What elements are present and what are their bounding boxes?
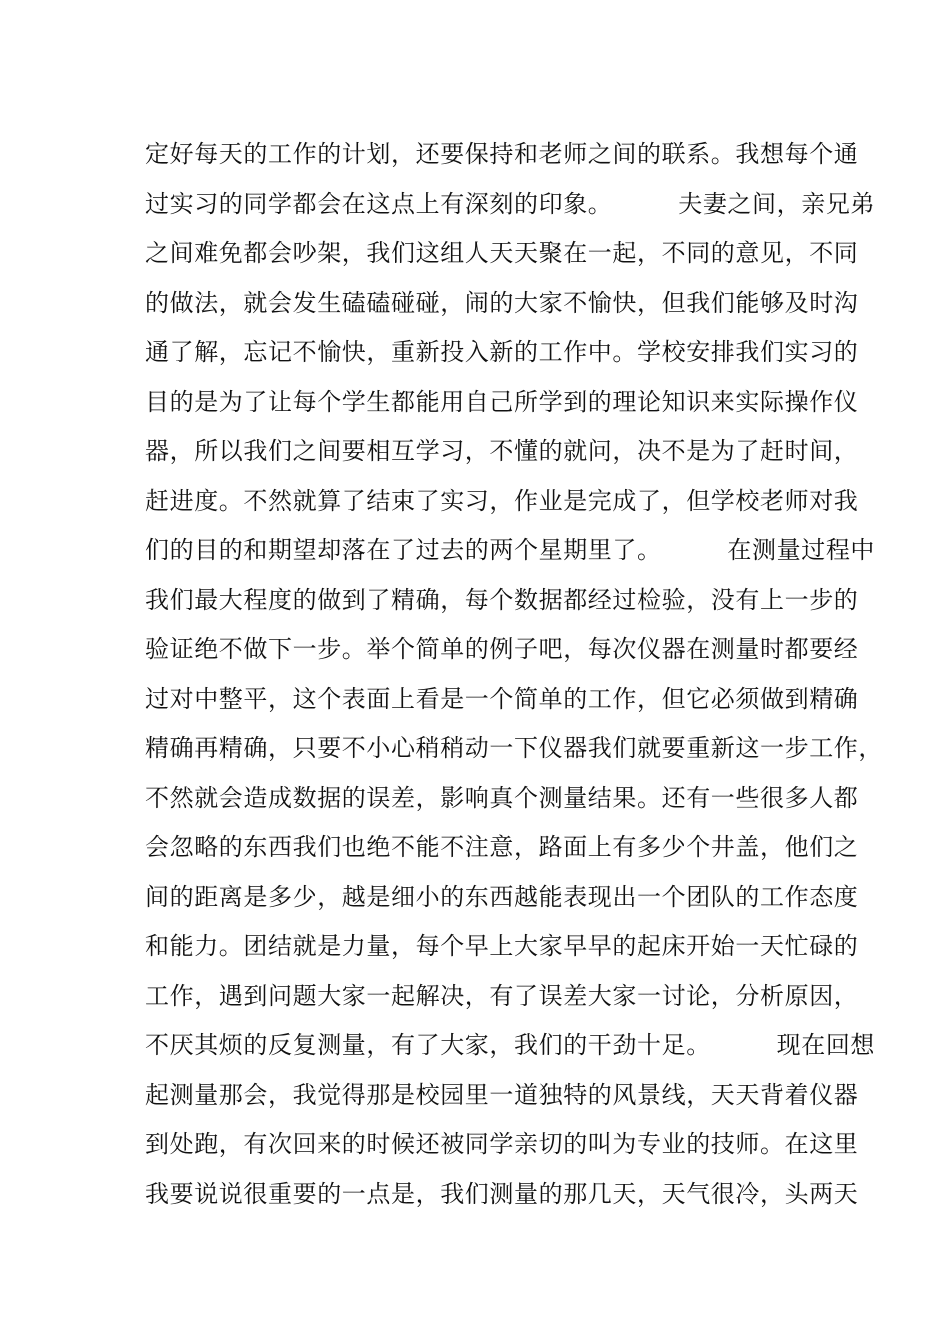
text-line: 我要说说很重要的一点是，我们测量的那几天，天气很冷，头两天 bbox=[145, 1179, 859, 1208]
text-line: 赶进度。不然就算了结束了实习，作业是完成了，但学校老师对我 bbox=[145, 486, 859, 515]
text-line: 定好每天的工作的计划，还要保持和老师之间的联系。我想每个通 bbox=[145, 140, 859, 168]
text-line: 起测量那会，我觉得那是校园里一道独特的风景线，天天背着仪器 bbox=[145, 1080, 859, 1109]
text-line: 们的目的和期望却落在了过去的两个星期里了。 在测量过程中 bbox=[145, 536, 876, 564]
text-line: 我们最大程度的做到了精确，每个数据都经过检验，没有上一步的 bbox=[145, 585, 859, 614]
text-line: 间的距离是多少，越是细小的东西越能表现出一个团队的工作态度 bbox=[145, 882, 859, 911]
text-line: 的做法，就会发生磕磕碰碰，闹的大家不愉快，但我们能够及时沟 bbox=[145, 288, 859, 317]
text-line: 验证绝不做下一步。举个简单的例子吧，每次仪器在测量时都要经 bbox=[145, 635, 859, 663]
text-line: 工作，遇到问题大家一起解决，有了误差大家一讨论，分析原因， bbox=[145, 981, 859, 1010]
text-line: 和能力。团结就是力量，每个早上大家早早的起床开始一天忙碌的 bbox=[145, 932, 859, 960]
body-text bbox=[145, 130, 883, 1219]
text-line: 目的是为了让每个学生都能用自己所学到的理论知识来实际操作仪 bbox=[145, 387, 859, 416]
text-line: 到处跑，有次回来的时候还被同学亲切的叫为专业的技师。在这里 bbox=[145, 1130, 859, 1158]
text-line: 通了解，忘记不愉快，重新投入新的工作中。学校安排我们实习的 bbox=[145, 338, 859, 366]
text-line: 过对中整平，这个表面上看是一个简单的工作，但它必须做到精确 bbox=[145, 684, 859, 713]
text-line: 过实习的同学都会在这点上有深刻的印象。 夫妻之间，亲兄弟 bbox=[145, 189, 876, 218]
text-line: 器，所以我们之间要相互学习，不懂的就问，决不是为了赶时间， bbox=[145, 437, 859, 465]
text-line: 不厌其烦的反复测量，有了大家，我们的干劲十足。 现在回想 bbox=[145, 1031, 876, 1059]
text-line: 不然就会造成数据的误差，影响真个测量结果。还有一些很多人都 bbox=[145, 783, 859, 812]
text-line: 之间难免都会吵架，我们这组人天天聚在一起，不同的意见，不同 bbox=[145, 239, 859, 267]
text-line: 精确再精确，只要不小心稍稍动一下仪器我们就要重新这一步工作， bbox=[145, 734, 883, 762]
text-line: 会忽略的东西我们也绝不能不注意，路面上有多少个井盖，他们之 bbox=[145, 833, 859, 861]
